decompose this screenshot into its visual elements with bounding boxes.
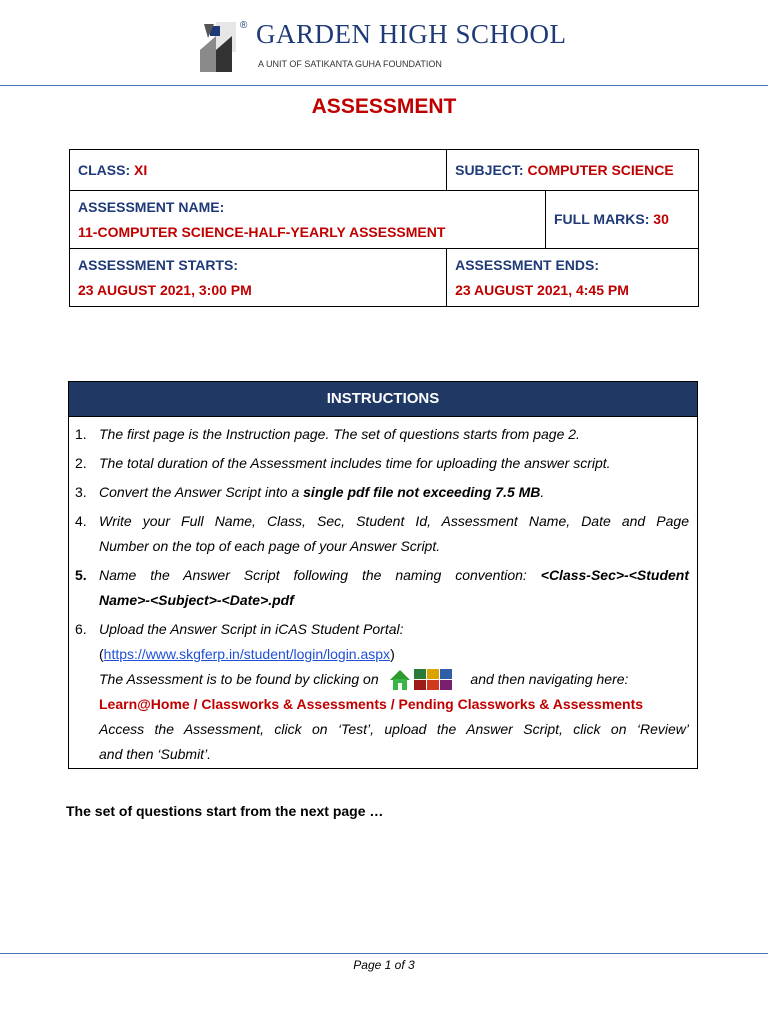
page-number: Page 1 of 3	[353, 958, 415, 972]
ends-cell	[447, 249, 699, 307]
item-text-pre: Convert the Answer Script into a	[99, 484, 304, 500]
assessment-info-table	[69, 149, 699, 307]
class-cell	[70, 150, 447, 191]
item-number: 1.	[75, 426, 87, 442]
class-label: CLASS:	[78, 161, 131, 178]
item-text-bold: single pdf file not exceeding 7.5 MB	[303, 484, 541, 500]
item-number: 5.	[75, 567, 87, 583]
school-subtitle: A UNIT OF SATIKANTA GUHA FOUNDATION	[258, 59, 442, 69]
subject-cell	[447, 150, 699, 191]
starts-value: 23 AUGUST 2021, 3:00 PM	[78, 281, 252, 298]
subject-value: COMPUTER SCIENCE	[527, 161, 674, 178]
registered-mark: ®	[240, 20, 248, 31]
assessment-name-value: 11-COMPUTER SCIENCE-HALF-YEARLY ASSESSMENT	[78, 223, 446, 240]
instruction-item-3	[75, 480, 689, 505]
full-marks-cell	[546, 191, 699, 249]
learn-at-home-icon	[389, 668, 455, 692]
starts-label: ASSESSMENT STARTS:	[78, 256, 238, 273]
item-text-line-2: Number on the top of each page of your Answer Script.	[99, 538, 441, 554]
full-marks-label: FULL MARKS:	[554, 211, 650, 227]
page-title: ASSESSMENT	[311, 95, 457, 118]
footer-divider	[0, 953, 768, 954]
assessment-name-label: ASSESSMENT NAME:	[78, 198, 225, 215]
link-close-paren: )	[390, 646, 395, 662]
instructions-heading: INSTRUCTIONS	[69, 382, 697, 417]
portal-link-line	[99, 642, 689, 667]
instruction-item-5	[75, 563, 689, 613]
instructions-list	[69, 417, 697, 767]
instruction-item-4	[75, 509, 689, 559]
instruction-item-1	[75, 422, 689, 447]
item-text-line-1: Upload the Answer Script in iCAS Student Portal:	[99, 621, 404, 637]
instruction-item-2	[75, 451, 689, 476]
ends-value: 23 AUGUST 2021, 4:45 PM	[455, 281, 629, 298]
class-value: XI	[134, 161, 148, 178]
navigation-path: Learn@Home / Classworks & Assessments / Pending Classworks & Assessments	[99, 696, 644, 713]
item-text-line-3	[99, 667, 689, 692]
item-text-post: and then navigating here:	[470, 671, 629, 687]
item-number: 4.	[75, 513, 87, 529]
link-open-paren: (	[99, 646, 104, 662]
school-name: GARDEN HIGH SCHOOL	[256, 19, 567, 49]
footer-note: The set of questions start from the next page …	[66, 803, 384, 819]
item-text: The total duration of the Assessment includes time for uploading the answer script.	[99, 455, 611, 471]
naming-convention-part-1: <Class-Sec>-<Student	[540, 567, 689, 583]
header-divider	[0, 85, 768, 86]
instructions-box	[68, 381, 698, 769]
item-text-line-1	[99, 563, 689, 588]
item-text: The first page is the Instruction page. The set of questions starts from page 2.	[99, 426, 580, 442]
item-number: 3.	[75, 484, 87, 500]
item-text-line-1: Write your Full Name, Class, Sec, Student Id, Assessment Name, Date and Page	[99, 513, 689, 529]
item-text-post: .	[540, 484, 545, 500]
item-number: 6.	[75, 621, 87, 637]
item-number: 2.	[75, 455, 87, 471]
subject-label: SUBJECT:	[455, 161, 524, 178]
ends-label: ASSESSMENT ENDS:	[455, 256, 600, 273]
instruction-item-6	[75, 617, 689, 767]
item-text-pre: Name the Answer Script following the naming convention:	[99, 567, 541, 583]
item-text-line-5: Access the Assessment, click on ‘Test’, upload the Answer Script, click on ‘Review’	[99, 721, 689, 738]
portal-link[interactable]: https://www.skgferp.in/student/login/login.aspx	[103, 646, 391, 662]
naming-convention-part-2: Name>-<Subject>-<Date>.pdf	[99, 592, 294, 608]
item-text-pre: The Assessment is to be found by clicking on	[99, 671, 379, 687]
item-text-line-6: and then ‘Submit’.	[99, 746, 212, 763]
starts-cell	[70, 249, 447, 307]
full-marks-value: 30	[653, 211, 669, 227]
assessment-name-cell	[70, 191, 546, 249]
